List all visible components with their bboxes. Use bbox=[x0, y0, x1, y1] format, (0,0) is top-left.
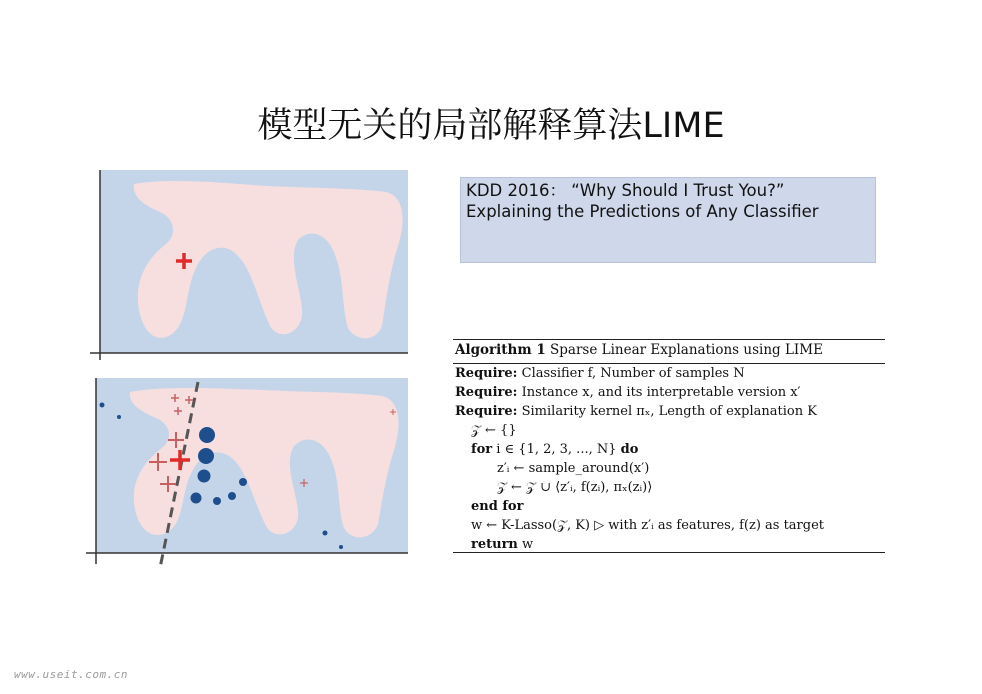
algorithm-number: Algorithm 1 bbox=[455, 342, 546, 358]
algorithm-line bbox=[455, 478, 824, 497]
lime-algorithm-block bbox=[453, 336, 885, 554]
algorithm-keyword: for bbox=[471, 442, 493, 457]
algorithm-statement: 𝒵 ← {} bbox=[471, 423, 517, 438]
algorithm-keyword: return bbox=[471, 537, 518, 552]
watermark: www.useit.com.cn bbox=[14, 668, 128, 681]
algorithm-keyword: Require: bbox=[455, 404, 518, 419]
algorithm-bottom-rule bbox=[453, 552, 885, 553]
algorithm-statement: i ∈ {1, 2, 3, ..., N} bbox=[492, 442, 621, 457]
algorithm-line bbox=[455, 497, 824, 516]
algorithm-line bbox=[455, 459, 824, 478]
algorithm-body bbox=[455, 364, 824, 554]
algorithm-top-rule bbox=[453, 339, 885, 340]
algorithm-line bbox=[455, 364, 824, 383]
paper-venue-title: KDD 2016： “Why Should I Trust You?” bbox=[466, 181, 785, 200]
local-explanation-plot bbox=[86, 372, 412, 568]
algorithm-keyword: end for bbox=[471, 499, 524, 514]
algorithm-line bbox=[455, 383, 824, 402]
algorithm-statement: 𝒵 ← 𝒵 ∪ ⟨z′ᵢ, f(zᵢ), πₓ(zᵢ)⟩ bbox=[497, 480, 653, 495]
algorithm-statement: z′ᵢ ← sample_around(x′) bbox=[497, 461, 650, 476]
algorithm-statement: w bbox=[517, 537, 534, 552]
paper-title-continued: Explaining the Predictions of Any Classifier bbox=[466, 202, 819, 221]
algorithm-statement: Similarity kernel πₓ, Length of explanation K bbox=[517, 404, 817, 419]
algorithm-keyword: Require: bbox=[455, 366, 518, 381]
algorithm-header bbox=[455, 341, 823, 360]
paper-reference-box bbox=[460, 177, 876, 263]
slide-title: 模型无关的局部解释算法LIME bbox=[257, 106, 725, 146]
decision-function-plot bbox=[86, 160, 412, 366]
algorithm-keyword: do bbox=[620, 442, 639, 457]
algorithm-line bbox=[455, 516, 824, 535]
algorithm-line bbox=[455, 440, 824, 459]
algorithm-line bbox=[455, 421, 824, 440]
algorithm-line bbox=[455, 402, 824, 421]
algorithm-statement: w ← K-Lasso(𝒵, K) ▷ with z′ᵢ as features, f(z) as target bbox=[471, 518, 825, 533]
algorithm-caption: Sparse Linear Explanations using LIME bbox=[550, 342, 823, 358]
algorithm-statement: Instance x, and its interpretable version x′ bbox=[517, 385, 801, 400]
algorithm-keyword: Require: bbox=[455, 385, 518, 400]
algorithm-statement: Classifier f, Number of samples N bbox=[517, 366, 745, 381]
decision-region-shape bbox=[134, 181, 403, 338]
